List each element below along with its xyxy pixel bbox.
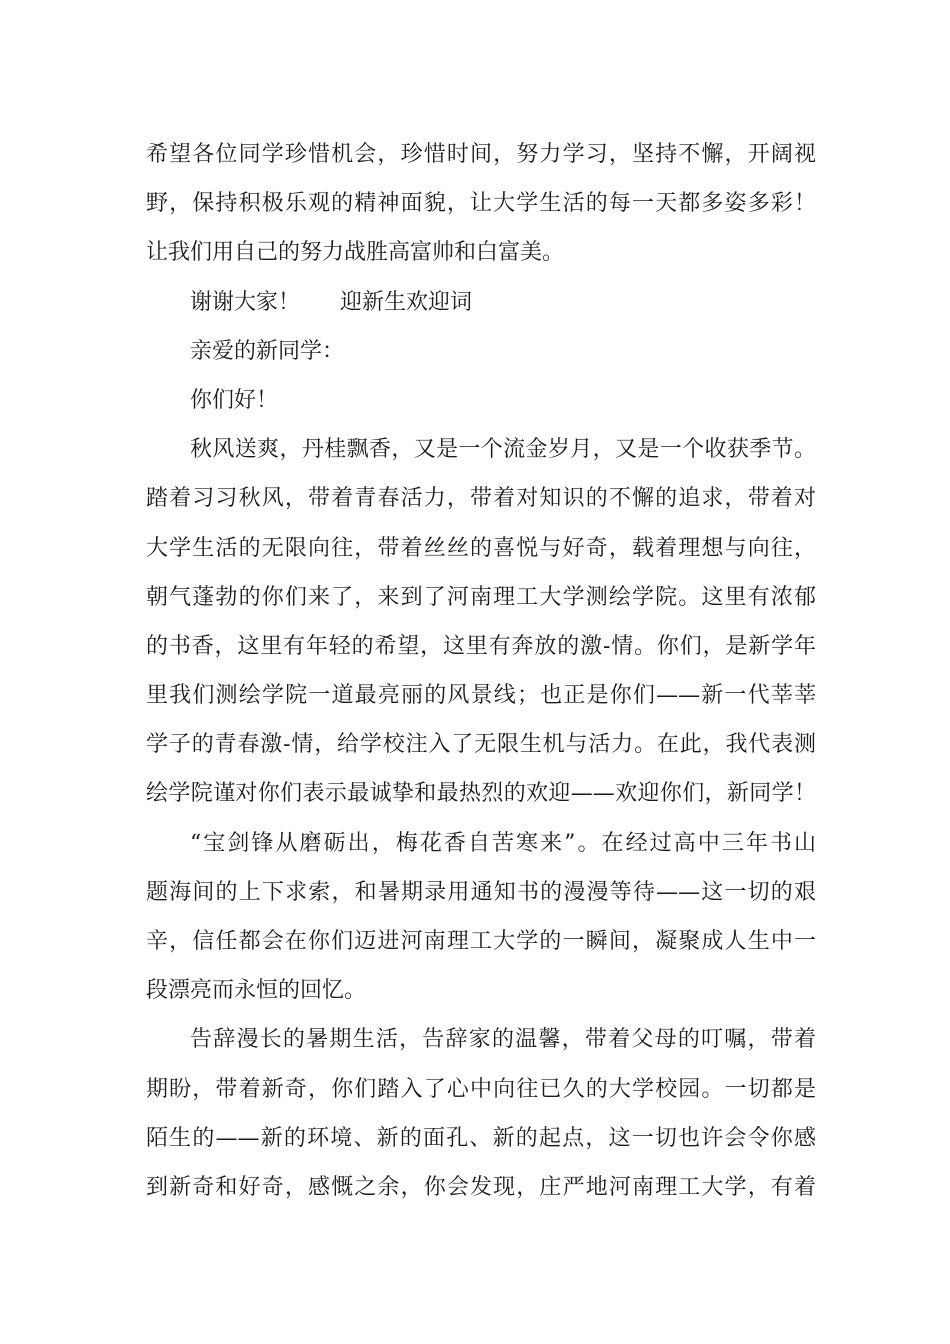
text-line: 野，保持积极乐观的精神面貌，让大学生活的每一天都多姿多彩！ [146,191,816,217]
greeting: 你们好！ [190,387,279,413]
text-line: 题海间的上下求索，和暑期录用通知书的漫漫等待——这一切的艰 [146,879,816,905]
text-line: 踏着习习秋风，带着青春活力，带着对知识的不懈的追求，带着对 [146,486,816,512]
paragraph-closing [146,130,816,278]
salutation: 亲爱的新同学： [190,338,345,364]
text-line: 希望各位同学珍惜机会，珍惜时间，努力学习，坚持不懈，开阔视 [146,142,816,167]
text-line: 绘学院谨对你们表示最诚挚和最热烈的欢迎——欢迎你们，新同学！ [146,781,816,807]
document-body [146,130,816,1212]
text-line: 辛，信任都会在你们迈进河南理工大学的一瞬间，凝聚成人生中一 [146,929,816,954]
text-line: 朝气蓬勃的你们来了，来到了河南理工大学测绘学院。这里有浓郁 [146,584,816,610]
text-line: 大学生活的无限向往，带着丝丝的喜悦与好奇，载着理想与向往， [146,535,816,561]
paragraph-sword [146,819,816,1016]
thanks-and-title-line [146,278,816,327]
speech-title: 迎新生欢迎词 [340,289,473,315]
text-line: 学子的青春激-情，给学校注入了无限生机与活力。在此，我代表测 [146,732,816,758]
text-line: 让我们用自己的努力战胜高富帅和白富美。 [146,240,565,266]
text-line: “宝剑锋从磨砺出，梅花香自苦寒来”。在经过高中三年书山 [190,830,816,856]
text-line: 秋风送爽，丹桂飘香，又是一个流金岁月，又是一个收获季节。 [190,437,816,463]
text-line: 到新奇和好奇，感慨之余，你会发现，庄严地河南理工大学，有着 [146,1174,816,1200]
text-line: 段漂亮而永恒的回忆。 [146,978,367,1004]
thanks-text: 谢谢大家！ [190,289,301,315]
text-line: 里我们测绘学院一道最亮丽的风景线；也正是你们——新一代莘莘 [146,683,816,709]
paragraph-farewell [146,1015,816,1212]
text-line: 陌生的——新的环境、新的面孔、新的起点，这一切也许会令你感 [146,1125,816,1151]
text-line: 告辞漫长的暑期生活，告辞家的温馨，带着父母的叮嘱，带着 [190,1027,816,1053]
paragraph-autumn [146,425,816,819]
text-line: 期盼，带着新奇，你们踏入了心中向往已久的大学校园。一切都是 [146,1076,816,1102]
text-line: 的书香，这里有年轻的希望，这里有奔放的激-情。你们，是新学年 [146,633,816,659]
